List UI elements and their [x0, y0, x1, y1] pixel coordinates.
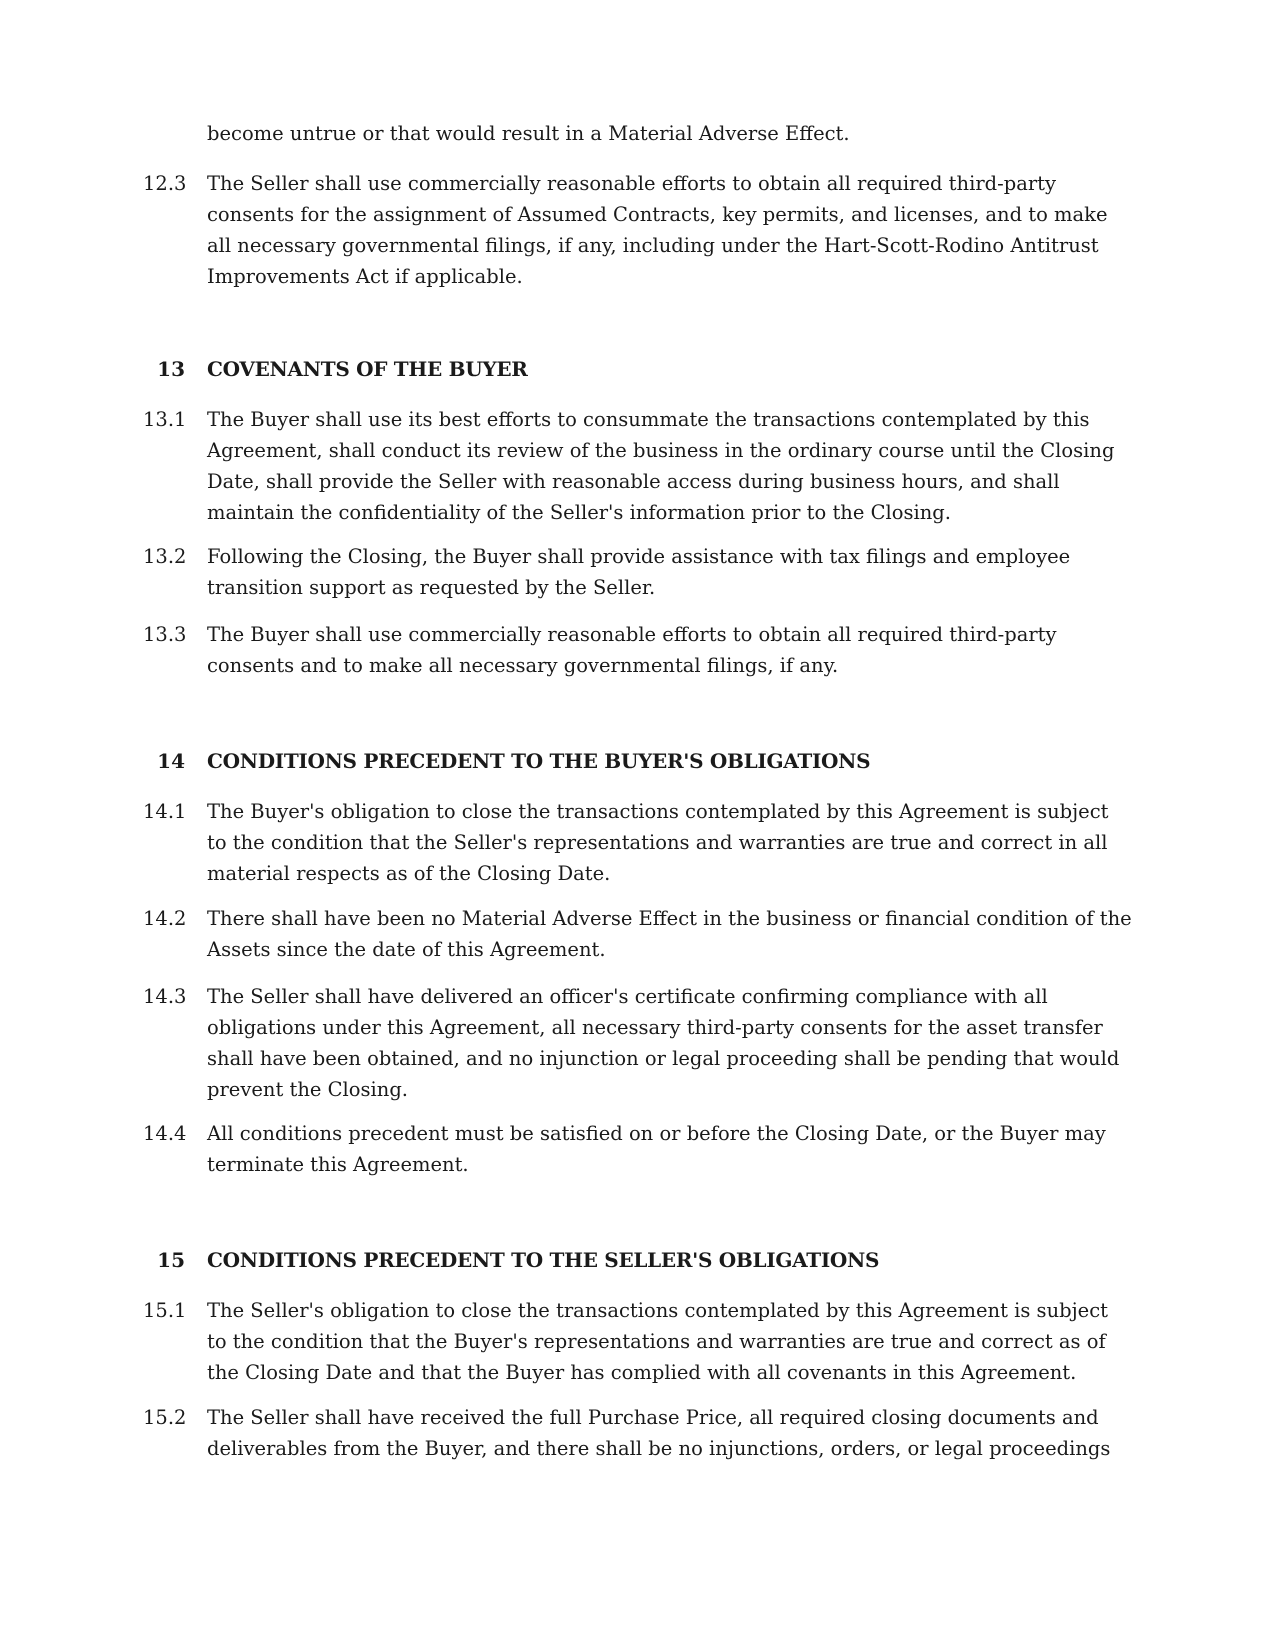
clause-number: 12.3: [143, 172, 187, 195]
clause-number: 14.1: [143, 800, 187, 823]
clause-number: 15.1: [143, 1299, 187, 1322]
section-title: CONDITIONS PRECEDENT TO THE SELLER'S OBLIGATIONS: [207, 1248, 880, 1272]
section-title: CONDITIONS PRECEDENT TO THE BUYER'S OBLIGATIONS: [207, 749, 871, 773]
section-number: 14: [157, 749, 185, 773]
clause-text: The Buyer shall use commercially reasonable efforts to obtain all required third-party consents and to make all necessary governmental filings, if any.: [207, 623, 1057, 677]
clause-number: 14.2: [143, 907, 187, 930]
clause-text: The Buyer shall use its best efforts to consummate the transactions contemplated by this Agreement, shall conduct its review of the business in the ordinary course until the Closing Date, shall provide the Seller with reasonable access during business hours, and shall maintain the confidentiality of the Seller's information prior to the Closing.: [207, 408, 1115, 524]
clause-text: The Buyer's obligation to close the transactions contemplated by this Agreement is subject to the condition that the Seller's representations and warranties are true and correct in all material respects as of the Closing Date.: [207, 800, 1109, 885]
clause-number: 13.1: [143, 408, 187, 431]
clause-number: 13.3: [143, 623, 187, 646]
clause-text: Following the Closing, the Buyer shall provide assistance with tax filings and employee transition support as requested by the Seller.: [207, 545, 1071, 599]
clause-text: The Seller shall use commercially reasonable efforts to obtain all required third-party consents for the assignment of Assumed Contracts, key permits, and licenses, and to make all necessary governmental filings, if any, including under the Hart-Scott-Rodino Antitrust Improvements Act if applicable.: [207, 172, 1108, 288]
clause-number: 13.2: [143, 545, 187, 568]
section-number: 13: [157, 357, 185, 381]
section-number: 15: [157, 1248, 185, 1272]
section-title: COVENANTS OF THE BUYER: [207, 357, 528, 381]
clause-number: 14.4: [143, 1122, 187, 1145]
continuation-text: become untrue or that would result in a Material Adverse Effect.: [207, 122, 850, 145]
clause-number: 15.2: [143, 1406, 187, 1429]
clause-text: The Seller shall have delivered an officer's certificate confirming compliance with all obligations under this Agreement, all necessary third-party consents for the asset transfer shall have been obtained, and no injunction or legal proceeding shall be pending that would prevent the Closing.: [207, 985, 1120, 1101]
clause-text: The Seller shall have received the full Purchase Price, all required closing documents and deliverables from the Buyer, and there shall be no injunctions, orders, or legal proceedings: [207, 1406, 1111, 1460]
clause-number: 14.3: [143, 985, 187, 1008]
clause-text: There shall have been no Material Adverse Effect in the business or financial condition of the Assets since the date of this Agreement.: [207, 907, 1132, 961]
clause-text: All conditions precedent must be satisfied on or before the Closing Date, or the Buyer may terminate this Agreement.: [207, 1122, 1106, 1176]
clause-text: The Seller's obligation to close the transactions contemplated by this Agreement is subject to the condition that the Buyer's representations and warranties are true and correct as of the Closing Date and that the Buyer has complied with all covenants in this Agreement.: [207, 1299, 1108, 1384]
